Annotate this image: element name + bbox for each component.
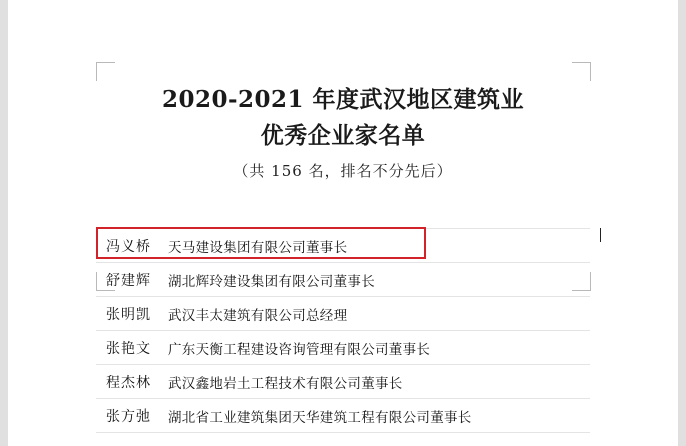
list-item	[96, 263, 590, 297]
title-line-1: 2020-2021 年度武汉地区建筑业	[161, 86, 525, 113]
entry-name: 冯义桥	[106, 238, 151, 255]
list-item	[96, 399, 590, 433]
entry-name: 张明凯	[106, 306, 151, 323]
title-line-2: 优秀企业家名单	[260, 122, 426, 149]
list-item	[96, 331, 590, 365]
page-gutter-right	[678, 0, 686, 446]
entry-org: 广东天衡工程建设咨询管理有限公司董事长	[168, 341, 431, 358]
entry-name: 张方弛	[106, 408, 151, 425]
entry-name: 程杰林	[106, 374, 151, 391]
page-gutter-left	[0, 0, 8, 446]
list-item	[96, 297, 590, 331]
entry-name: 张艳文	[106, 340, 151, 357]
page-title	[96, 82, 590, 154]
entry-name: 舒建辉	[106, 272, 151, 289]
text-cursor	[600, 228, 601, 242]
entrepreneur-list	[96, 228, 590, 433]
entry-org: 湖北辉玲建设集团有限公司董事长	[168, 273, 375, 290]
entry-org: 武汉丰太建筑有限公司总经理	[168, 307, 348, 324]
list-item	[96, 228, 590, 263]
entry-org: 天马建设集团有限公司董事长	[168, 239, 348, 256]
subtitle-count: （共 156 名，排名不分先后）	[233, 162, 453, 180]
entry-org: 武汉鑫地岩土工程技术有限公司董事长	[168, 375, 403, 392]
list-item	[96, 365, 590, 399]
margin-mark-top-right	[572, 62, 591, 81]
margin-mark-top-left	[96, 62, 115, 81]
entry-org: 湖北省工业建筑集团天华建筑工程有限公司董事长	[168, 409, 472, 426]
